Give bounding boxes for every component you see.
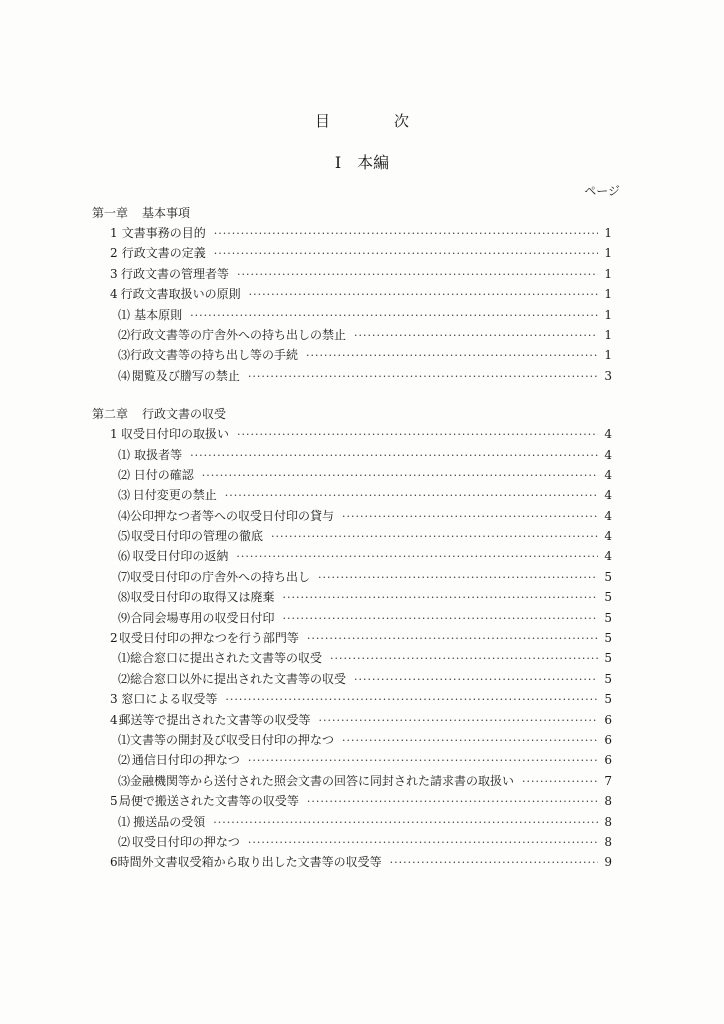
entry-label: 郵送等で提出された文書等の収受等 bbox=[118, 712, 311, 727]
entry-label: 行政文書等の庁舎外への持ち出しの禁止 bbox=[130, 327, 347, 342]
toc-entry[interactable] bbox=[92, 710, 612, 730]
entry-label: 搬送品の受領 bbox=[133, 814, 206, 829]
page-title bbox=[0, 110, 724, 131]
entry-number: 3 bbox=[110, 692, 118, 707]
toc-section bbox=[92, 404, 612, 873]
entry-page-number: 4 bbox=[604, 488, 612, 503]
entry-label: 総合窓口に提出された文書等の収受 bbox=[130, 651, 323, 666]
entry-page-number: 5 bbox=[604, 692, 612, 707]
entry-page-number: 5 bbox=[604, 590, 612, 605]
chapter-heading bbox=[92, 404, 612, 424]
toc-entry[interactable] bbox=[92, 526, 612, 546]
entry-label: 基本原則 bbox=[134, 307, 183, 322]
entry-number: ⑶ bbox=[118, 773, 131, 788]
toc-section bbox=[92, 203, 612, 386]
table-of-contents bbox=[92, 203, 612, 873]
toc-entry[interactable] bbox=[92, 669, 612, 689]
toc-entry[interactable] bbox=[92, 628, 612, 648]
entry-label: 日付変更の禁止 bbox=[132, 488, 217, 503]
entry-label: 通信日付印の押なつ bbox=[131, 753, 240, 768]
entry-page-number: 4 bbox=[604, 427, 612, 442]
entry-label: 文書事務の目的 bbox=[121, 226, 206, 240]
entry-number: ⑴ bbox=[118, 814, 131, 829]
dot-leader bbox=[342, 731, 598, 751]
entry-label: 金融機関等から送付された照会文書の回答に同封された請求書の取扱い bbox=[130, 773, 515, 788]
toc-entry[interactable] bbox=[92, 812, 612, 832]
entry-page-number: 1 bbox=[604, 266, 612, 281]
dot-leader bbox=[225, 690, 598, 710]
entry-label: 行政文書取扱いの原則 bbox=[120, 287, 241, 302]
entry-number: ⑶ bbox=[118, 348, 131, 363]
entry-page-number: 5 bbox=[604, 610, 612, 625]
entry-number: ⑵ bbox=[118, 834, 131, 849]
dot-leader bbox=[307, 629, 598, 649]
entry-number: ⑵ bbox=[118, 753, 131, 768]
dot-leader bbox=[283, 609, 598, 629]
dot-leader bbox=[236, 547, 598, 567]
entry-page-number: 4 bbox=[604, 529, 612, 544]
dot-leader bbox=[248, 367, 598, 387]
toc-entry[interactable] bbox=[92, 689, 612, 709]
chapter-number: 第二章 bbox=[92, 407, 129, 422]
entry-number: 3 bbox=[110, 266, 118, 281]
entry-page-number: 4 bbox=[604, 508, 612, 523]
dot-leader bbox=[202, 466, 598, 486]
chapter-heading bbox=[92, 203, 612, 223]
toc-entry[interactable] bbox=[92, 750, 612, 770]
entry-number: ⑴ bbox=[118, 307, 131, 322]
entry-page-number: 1 bbox=[604, 226, 612, 240]
entry-label: 収受日付印の返納 bbox=[132, 549, 229, 564]
entry-page-number: 4 bbox=[604, 447, 612, 462]
entry-page-number: 5 bbox=[604, 671, 612, 686]
entry-label: 収受日付印の庁舎外への持ち出し bbox=[130, 569, 311, 584]
entry-page-number: 5 bbox=[604, 651, 612, 666]
entry-number: ⑶ bbox=[118, 488, 131, 503]
toc-entry[interactable] bbox=[92, 608, 612, 628]
entry-number: 4 bbox=[110, 712, 118, 727]
entry-number: ⑷ bbox=[118, 368, 131, 383]
entry-number: ⑴ bbox=[118, 651, 131, 666]
toc-entry[interactable] bbox=[92, 366, 612, 386]
title-left: 目 bbox=[314, 112, 330, 130]
entry-page-number: 4 bbox=[604, 549, 612, 564]
entry-label: 合同会場専用の収受日付印 bbox=[130, 610, 275, 625]
entry-page-number: 1 bbox=[604, 246, 612, 261]
toc-entry[interactable] bbox=[92, 771, 612, 791]
entry-label: 窓口による収受等 bbox=[121, 692, 218, 707]
dot-leader bbox=[248, 751, 598, 771]
entry-page-number: 1 bbox=[604, 307, 612, 322]
toc-entry[interactable] bbox=[92, 852, 612, 872]
entry-number: 1 bbox=[110, 226, 118, 240]
entry-page-number: 4 bbox=[604, 467, 612, 482]
dot-leader bbox=[213, 813, 598, 833]
entry-label: 局便で搬送された文書等の収受等 bbox=[118, 794, 299, 809]
chapter-number: 第一章 bbox=[92, 206, 129, 220]
entry-page-number: 5 bbox=[604, 631, 612, 646]
entry-label: 行政文書等の持ち出し等の手続 bbox=[130, 348, 299, 363]
entry-label: 収受日付印の押なつ bbox=[131, 834, 240, 849]
toc-entry[interactable] bbox=[92, 546, 612, 566]
dot-leader bbox=[225, 486, 598, 506]
toc-entry[interactable] bbox=[92, 223, 612, 243]
dot-leader bbox=[319, 711, 598, 731]
toc-entry[interactable] bbox=[92, 325, 612, 345]
entry-number: ⑼ bbox=[118, 610, 131, 625]
entry-page-number: 7 bbox=[604, 773, 612, 788]
entry-number: ⑵ bbox=[118, 327, 131, 342]
dot-leader bbox=[390, 853, 598, 873]
dot-leader bbox=[237, 265, 598, 285]
entry-page-number: 8 bbox=[604, 794, 612, 809]
entry-label: 文書等の開封及び収受日付印の押なつ bbox=[130, 732, 335, 747]
entry-label: 公印押なつ者等への収受日付印の貸与 bbox=[130, 508, 335, 523]
toc-entry[interactable] bbox=[92, 445, 612, 465]
entry-page-number: 5 bbox=[604, 569, 612, 584]
entry-label: 収受日付印の押なつを行う部門等 bbox=[118, 631, 299, 646]
entry-number: ⑵ bbox=[118, 671, 131, 686]
dot-leader bbox=[249, 285, 598, 305]
toc-entry[interactable] bbox=[92, 587, 612, 607]
dot-leader bbox=[190, 306, 598, 326]
entry-number: ⑴ bbox=[118, 447, 131, 462]
dot-leader bbox=[342, 507, 598, 527]
toc-entry[interactable] bbox=[92, 284, 612, 304]
entry-number: 5 bbox=[110, 794, 118, 809]
entry-page-number: 8 bbox=[604, 814, 612, 829]
toc-entry[interactable] bbox=[92, 305, 612, 325]
toc-entry[interactable] bbox=[92, 648, 612, 668]
dot-leader bbox=[330, 649, 598, 669]
entry-number: ⑷ bbox=[118, 508, 131, 523]
toc-entry[interactable] bbox=[92, 243, 612, 263]
entry-label: 閲覧及び謄写の禁止 bbox=[131, 368, 240, 383]
entry-page-number: 6 bbox=[604, 732, 612, 747]
entry-number: ⑹ bbox=[118, 549, 131, 564]
chapter-title: 基本事項 bbox=[142, 206, 191, 220]
entry-label: 日付の確認 bbox=[133, 467, 194, 482]
dot-leader bbox=[306, 346, 598, 366]
entry-label: 収受日付印の管理の徹底 bbox=[130, 529, 263, 544]
toc-entry[interactable] bbox=[92, 791, 612, 811]
entry-label: 時間外文書収受箱から取り出した文書等の収受等 bbox=[117, 855, 382, 870]
entry-label: 行政文書の管理者等 bbox=[121, 266, 230, 281]
entry-label: 収受日付印の取得又は廃棄 bbox=[130, 590, 275, 605]
dot-leader bbox=[248, 833, 598, 853]
entry-page-number: 9 bbox=[604, 855, 612, 870]
dot-leader bbox=[271, 527, 598, 547]
title-right: 次 bbox=[394, 112, 410, 130]
dot-leader bbox=[214, 244, 598, 264]
page-column-label: ページ bbox=[584, 184, 620, 198]
toc-entry[interactable] bbox=[92, 730, 612, 750]
entry-page-number: 6 bbox=[604, 753, 612, 768]
toc-entry[interactable] bbox=[92, 832, 612, 852]
entry-label: 総合窓口以外に提出された文書等の収受 bbox=[130, 671, 347, 686]
toc-entry[interactable] bbox=[92, 345, 612, 365]
chapter-title: 行政文書の収受 bbox=[142, 407, 227, 422]
entry-page-number: 1 bbox=[604, 287, 612, 302]
dot-leader bbox=[522, 772, 598, 792]
toc-entry[interactable] bbox=[92, 264, 612, 284]
dot-leader bbox=[354, 670, 598, 690]
toc-entry[interactable] bbox=[92, 567, 612, 587]
entry-number: ⑻ bbox=[118, 590, 131, 605]
entry-number: ⑸ bbox=[118, 529, 131, 544]
entry-number: ⑺ bbox=[118, 569, 131, 584]
entry-label: 行政文書の定義 bbox=[121, 246, 206, 261]
entry-number: ⑵ bbox=[118, 467, 131, 482]
entry-label: 取扱者等 bbox=[134, 447, 183, 462]
entry-number: 2 bbox=[110, 246, 118, 261]
entry-number: 1 bbox=[110, 427, 118, 442]
toc-entry[interactable] bbox=[92, 465, 612, 485]
dot-leader bbox=[237, 425, 598, 445]
entry-number: ⑴ bbox=[118, 732, 131, 747]
toc-entry[interactable] bbox=[92, 506, 612, 526]
entry-page-number: 1 bbox=[604, 348, 612, 363]
entry-number: 4 bbox=[110, 287, 118, 302]
entry-page-number: 6 bbox=[604, 712, 612, 727]
dot-leader bbox=[307, 792, 598, 812]
entry-page-number: 1 bbox=[604, 327, 612, 342]
entry-page-number: 8 bbox=[604, 834, 612, 849]
entry-label: 収受日付印の取扱い bbox=[121, 427, 230, 442]
toc-entry[interactable] bbox=[92, 424, 612, 444]
toc-entry[interactable] bbox=[92, 485, 612, 505]
dot-leader bbox=[283, 588, 598, 608]
part-title: Ⅰ 本編 bbox=[334, 153, 390, 172]
entry-number: 2 bbox=[110, 631, 118, 646]
dot-leader bbox=[354, 326, 598, 346]
entry-number: 6 bbox=[110, 855, 118, 870]
dot-leader bbox=[318, 568, 598, 588]
dot-leader bbox=[214, 224, 598, 244]
dot-leader bbox=[190, 446, 598, 466]
entry-page-number: 3 bbox=[604, 368, 612, 383]
